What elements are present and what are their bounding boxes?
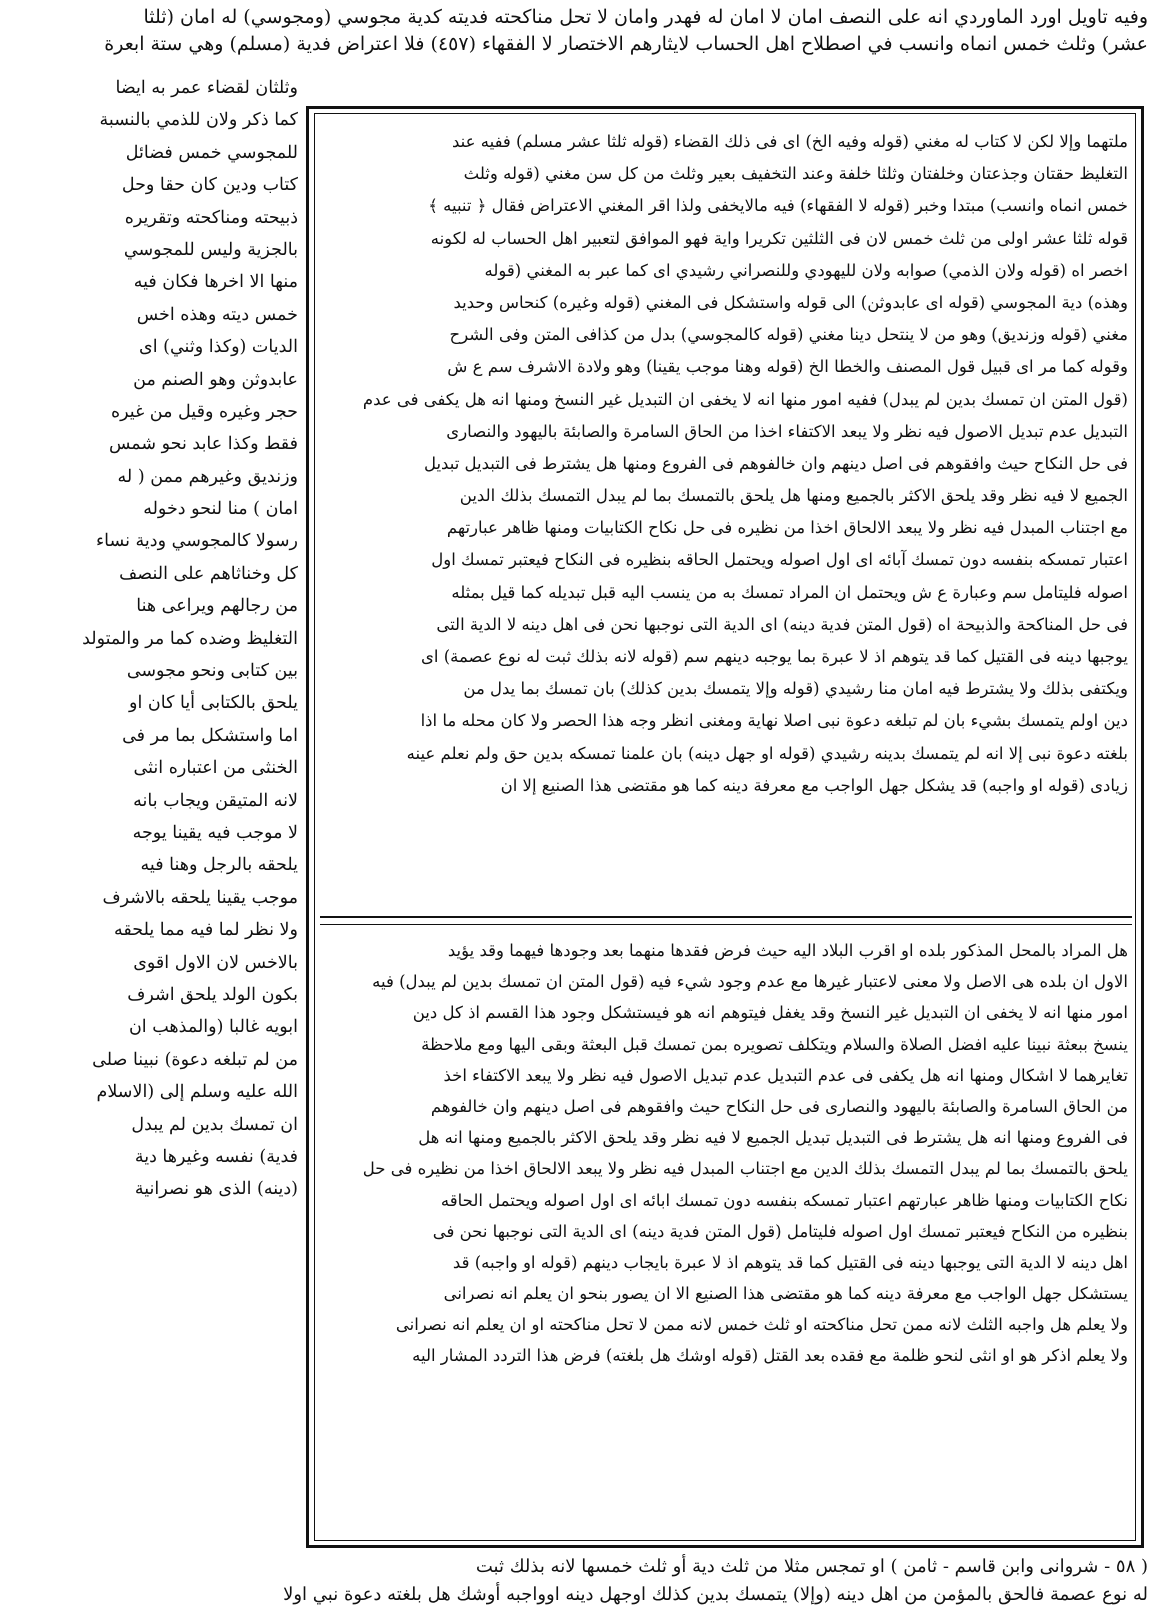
- main-text-line: للمجوسي خمس فضائل: [125, 142, 298, 163]
- commentary-line: اصوله فليتامل سم وعبارة ع ش ويحتمل ان المراد تمسك به من ينسب اليه قبل تبديله كما قيل بمثله: [451, 582, 1128, 602]
- commentary-line: [322, 866, 1128, 898]
- commentary-lower: [322, 935, 1128, 1372]
- main-text-line: يلحق بالكتابى أيا كان او: [129, 693, 298, 714]
- commentary-line: [322, 802, 1128, 834]
- commentary-line: اهل دينه لا الدية التى يوجبها دينه فى القتيل كما قد يتوهم اذ لا عبرة بايجاب دينهم (قوله او واجبه) قد: [452, 1252, 1128, 1272]
- main-text-line: لا موجب فيه يقينا يوجه: [132, 822, 298, 843]
- top-line: وفيه تاويل اورد الماوردي انه على النصف امان لا امان له فهدر وامان لا تحل مناكحته فديته كدية مجوسي (ومجوسي) له امان (ثلثا: [143, 6, 1148, 28]
- commentary-line: هل المراد بالمحل المذكور بلده او اقرب البلاد اليه حيث فرض فقدها منهما بعد وجودها فيهما وقد يؤيد: [447, 941, 1128, 960]
- main-text-line: كما ذكر ولان للذمي بالنسبة: [99, 110, 298, 131]
- commentary-line: من الحاق السامرة والصابئة باليهود والنصارى فى حل النكاح حيث وافقوهم فى اصل دينهم وان خالفوهم: [430, 1096, 1128, 1116]
- commentary-upper: [322, 126, 1128, 899]
- main-text-line: كتاب ودين كان حقا وحل: [121, 175, 298, 196]
- commentary-line: يوجبها دينه فى القتيل كما قد يتوهم اذ لا عبرة بما يوجبه دينهم سم (قوله لانه بذلك ثبت له نوع عصمة) اى: [420, 647, 1128, 666]
- commentary-line: [322, 834, 1128, 866]
- main-text-line: الديات (وكذا وثني) اى: [139, 337, 298, 358]
- commentary-line: قوله ثلثا عشر اولى من ثلث خمس لان فى الثلثين تكريرا واية فهو الموافق لتعبير اهل الحساب له لكونه: [430, 228, 1128, 248]
- commentary-line: ينسخ ببعثة نبينا عليه افضل الصلاة والسلام ويتكلف تصويره بمن تمسك قبل البعثة وبقى اليها ومع ملاحظة: [421, 1034, 1128, 1054]
- commentary-line: مع اجتناب المبدل فيه نظر ولا يبعد الالحاق اخذا من نظيره فى حل نكاح الكتابيات ومنها ظاهر عبارتهم: [446, 518, 1128, 538]
- commentary-line: زيادى (قوله او واجبه) قد يشكل جهل الواجب مع معرفة دينه كما هو مقتضى هذا الصنيع إلا ان: [500, 775, 1128, 795]
- main-text-line: ابويه غالبا (والمذهب ان: [128, 1017, 298, 1038]
- main-text-line: وزنديق وغيرهم ممن ( له: [117, 466, 298, 487]
- main-text-line: يلحقه بالرجل وهنا فيه: [140, 855, 298, 876]
- main-text-line: حجر وغيره وقيل من غيره: [110, 401, 298, 422]
- commentary-line: بنظيره من النكاح فيعتبر تمسك اول اصوله فليتامل (قول المتن فدية دينه) اى الدية التى نوجبها نحن فى: [432, 1221, 1128, 1241]
- commentary-line: مغني (قوله وزنديق) وهو من لا ينتحل دينا مغني (قوله كالمجوسي) بدل من كذافى المتن وفى الشرح: [449, 325, 1128, 345]
- commentary-line: امور منها انه لا يخفى ان التبديل غير النسخ وقد يغفل فيتوهم انه هو فيستشكل وجود هذا القسم اذ كل دين: [412, 1003, 1128, 1023]
- main-text-line: فدية) نفسه وغيرها دية: [134, 1146, 298, 1167]
- main-text-line: فقط وكذا عابد نحو شمس: [108, 434, 298, 455]
- commentary-line: بلغته دعوة نبى إلا انه لم يتمسك بدينه رشيدي (قوله او جهل دينه) بان علمنا تمسكه بدين حق ولم نعلم عينه: [406, 743, 1128, 763]
- commentary-line: اخصر اه (قوله ولان الذمي) صوابه ولان لليهودي وللنصراني رشيدي اى كما عبر به المغني (قوله: [484, 260, 1128, 280]
- commentary-divider: [320, 916, 1132, 925]
- commentary-line: ولا يعلم اذكر هو او انثى لنحو ظلمة مع فقده بعد القتل (قوله اوشك هل بلغته) فرض هذا التردد المشار اليه: [412, 1346, 1128, 1366]
- commentary-line: التبديل عدم تبديل الاصول فيه نظر ولا يبعد الاكتفاء اخذا من الحاق السامرة والصابئة باليهود والنصارى: [446, 421, 1128, 441]
- main-text-line: ولا نظر لما فيه مما يلحقه: [114, 920, 298, 941]
- main-text-line: الله عليه وسلم إلى (الاسلام: [96, 1082, 298, 1103]
- commentary-line: نكاح الكتابيات ومنها ظاهر عبارتهم اعتبار تمسكه بنفسه دون تمسك ابائه اى اول اصوله ويحتمل الحاقه: [440, 1190, 1128, 1210]
- commentary-line: فى حل المناكحة والذبيحة اه (قول المتن فدية دينه) اى الدية التى نوجبها نحن فى اهل دينه لا الدية التى: [436, 614, 1128, 634]
- main-text-line: عابدوثن وهو الصنم من: [133, 369, 298, 390]
- main-text-line: منها الا اخرها فكان فيه: [133, 272, 298, 293]
- main-text-line: بكون الولد يلحق اشرف: [127, 984, 298, 1005]
- commentary-line: يلحق بالتمسك بما لم يبدل التمسك بذلك الدين مع اجتناب المبدل فيه نظر ولا يبعد الالحاق اخذا من نظيره فى حل: [362, 1159, 1128, 1179]
- main-text-line: موجب يقينا يلحقه بالاشرف: [102, 887, 298, 908]
- main-text-line: ذبيحته ومناكحته وتقريره: [124, 207, 298, 228]
- top-text-block: [8, 4, 1148, 58]
- footer-text-block: [8, 1553, 1148, 1609]
- main-text-line: من رجالهم ويراعى هنا: [136, 596, 298, 617]
- footer-line: له نوع عصمة فالحق بالمؤمن من اهل دينه (وإلا) يتمسك بدين كذلك اوجهل دينه اوواجبه أوشك هل بلغته دعوة نبي اولا: [283, 1584, 1148, 1605]
- main-text-line: بالاخس لان الاول اقوى: [133, 952, 298, 973]
- commentary-line: الاول ان بلده هى الاصل ولا معنى لاعتبار غيرها مع عدم وجود شيء فيه (قول المتن ان تمسك بدين لم يبدل) فيه: [372, 972, 1128, 992]
- commentary-line: ولا يعلم هل واجبه الثلث لانه ممن تحل مناكحته او ثلث خمس لانه ممن لا تحل مناكحته او ان يعلم انه نصرانى: [395, 1315, 1128, 1335]
- top-line: عشر) وثلث خمس انماه وانسب في اصطلاح اهل الحساب لايثارهم الاختصار لا الفقهاء (٤٥٧) فلا اعتراض فدية (مسلم) وهي ستة ابعرة: [104, 33, 1148, 55]
- commentary-line: التغليظ حقتان وجذعتان وخلفتان وثلثا خلفة وعند التخفيف بعير وثلث من كل سن مغني (قوله وثلث: [463, 164, 1128, 184]
- main-text-line: امان ) منا لنحو دخوله: [143, 499, 298, 520]
- commentary-line: خمس انماه وانسب) مبتدا وخبر (قوله لا الفقهاء) فيه مالايخفى ولذا اقر المغني الاعتراض فقال ﴿ تنبيه ﴾: [428, 196, 1128, 216]
- main-text-line: بين كتابى ونحو مجوسى: [126, 661, 298, 682]
- main-text-line: التغليظ وضده كما مر والمتولد: [82, 628, 298, 649]
- commentary-line: (قول المتن ان تمسك بدين لم يبدل) ففيه امور منها انه لا يخفى ان التبديل غير النسخ ومنها انه هل يكفى فى عدم: [362, 389, 1128, 409]
- commentary-line: فى حل النكاح حيث وافقوهم فى اصل دينهم وان خالفوهم فى الفروع ومنها هل يشترط فى التبديل تبديل: [423, 453, 1128, 473]
- commentary-line: اعتبار تمسكه بنفسه دون تمسك آبائه اى اول اصوله ويحتمل الحاقه بنظيره فى النكاح فيعتبر تمسك اول: [431, 550, 1128, 570]
- main-text-column: [8, 72, 298, 1206]
- commentary-line: تغايرهما لا اشكال ومنها انه هل يكفى فى عدم التبديل عدم تبديل الاصول فيه نظر ولا يبعد الاكتفاء اخذ: [443, 1065, 1128, 1085]
- commentary-line: ملتهما وإلا لكن لا كتاب له مغني (قوله وفيه الخ) اى فى ذلك القضاء (قوله ثلثا عشر مسلم) ففيه عند: [452, 132, 1128, 151]
- commentary-line: ويكتفى بذلك ولا يشترط فيه امان منا رشيدي (قوله وإلا يتمسك بدين كذلك) بان تمسك بما يدل من: [463, 679, 1128, 699]
- main-text-line: رسولا كالمجوسي ودية نساء: [95, 531, 298, 552]
- commentary-line: وقوله كما مر اى قبيل قول المصنف والخطا الخ (قوله وهنا موجب يقينا) وهو ولادة الاشرف سم ع ش: [447, 357, 1128, 377]
- main-text-line: من لم تبلغه دعوة) نبينا صلى: [92, 1049, 298, 1070]
- commentary-line: الجميع لا فيه نظر وقد يلحق الاكثر بالجميع ومنها هل يلحق بالتمسك بما لم يبدل التمسك بذلك الدين: [459, 486, 1128, 506]
- main-text-line: (دينه) الذى هو نصرانية: [134, 1179, 298, 1200]
- footer-line: ( ٥٨ - شروانى وابن قاسم - ثامن ) او تمجس مثلا من ثلث دية أو ثلث خمسها لانه بذلك ثبت: [475, 1556, 1148, 1577]
- commentary-line: وهذه) دية المجوسي (قوله اى عابدوثن) الى قوله واستشكل فى المغني (قوله وغيره) كنحاس وحديد: [453, 292, 1128, 312]
- commentary-line: فى الفروع ومنها انه هل يشترط فى التبديل تبديل الجميع لا فيه نظر وقد يلحق الاكثر بالجميع ومنها انه هل: [418, 1128, 1128, 1148]
- main-text-line: وثلثان لقضاء عمر به ايضا: [115, 78, 298, 98]
- main-text-line: كل وخناثاهم على النصف: [119, 563, 298, 584]
- main-text-line: خمس ديته وهذه اخس: [136, 304, 298, 325]
- main-text-line: ان تمسك بدين لم يبدل: [131, 1114, 298, 1135]
- main-text-line: لانه المتيقن ويجاب بانه: [133, 790, 298, 811]
- commentary-line: يستشكل جهل الواجب مع معرفة دينه كما هو مقتضى هذا الصنيع الا ان يصور بنحو ان يعلم انه نصرانى: [443, 1284, 1128, 1304]
- commentary-line: دين اولم يتمسك بشيء بان لم تبلغه دعوة نبى اصلا نهاية ومغنى انظر وجه هذا الحصر ولا كان محله ما اذا: [420, 711, 1128, 731]
- main-text-line: اما واستشكل بما مر فى: [122, 725, 298, 746]
- main-text-line: بالجزية وليس للمجوسي: [123, 239, 298, 260]
- main-text-line: الخنثى من اعتباره انثى: [133, 758, 298, 779]
